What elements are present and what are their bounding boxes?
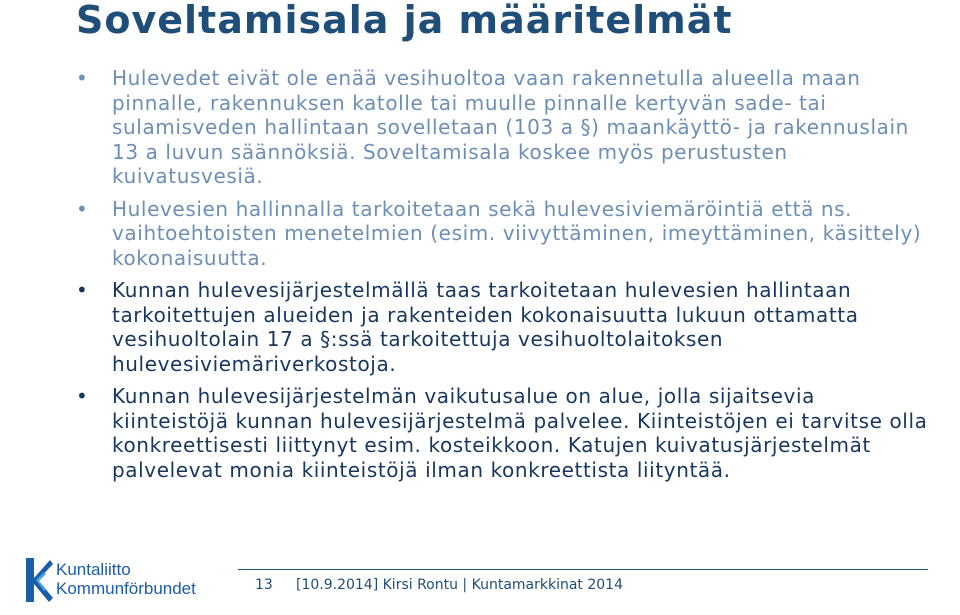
bullet-item-3: [76, 278, 936, 376]
logo-text: [56, 560, 196, 598]
kuntaliitto-logo-icon: [22, 556, 54, 604]
bullet-item-1: [76, 66, 936, 189]
logo-line-2: Kommunförbundet: [56, 579, 196, 598]
footer-divider: [238, 569, 928, 570]
bullet-symbol: •: [76, 66, 89, 90]
bullet-text: Hulevesien hallinnalla tarkoitetaan sekä hulevesiviemäröintiä että ns. vaihtoehtoisten menetelmien (esim. viivyttäminen, imeyttäminen, käsittely) kokonaisuutta.: [112, 196, 922, 270]
slide-title: Soveltamisala ja määritelmät: [76, 0, 733, 42]
slide-footer: [0, 548, 960, 615]
footer-info: [10.9.2014] Kirsi Rontu | Kuntamarkkinat 2014: [296, 577, 623, 593]
logo-line-1: Kuntaliitto: [56, 560, 131, 579]
bullet-text: Hulevedet eivät ole enää vesihuoltoa vaan rakennetulla alueella maan pinnalle, rakennuksen katolle tai muulle pinnalle kertyvän sade- tai sulamisveden hallintaan sovelletaan (103 a §) maankäyttö- ja rakennuslain 13 a luvun säännöksiä. Soveltamisala koskee myös perustusten kuivatusvesiä.: [112, 66, 909, 188]
bullet-item-2: [76, 197, 936, 271]
bullet-text: Kunnan hulevesijärjestelmällä taas tarkoitetaan hulevesien hallintaan tarkoitettujen alueiden ja rakenteiden kokonaisuutta lukuun ottamatta vesihuoltolain 17 a §:ssä tarkoitettuja vesihuoltolaitoksen hulevesiviemäriverkostoja.: [112, 278, 859, 376]
bullet-text: Kunnan hulevesijärjestelmän vaikutusalue on alue, jolla sijaitsevia kiinteistöjä kunnan hulevesijärjestelmä palvelee. Kiinteistöjen ei tarvitse olla konkreettisesti liittynyt esim. kosteikkoon. Katujen kuivatusjärjestelmät palvelevat monia kiinteistöjä ilman konkreettista liityntää.: [112, 384, 928, 482]
bullet-symbol: •: [76, 384, 89, 408]
bullet-list: [76, 66, 936, 490]
page-number: 13: [255, 577, 273, 593]
bullet-symbol: •: [76, 278, 89, 302]
bullet-item-4: [76, 384, 936, 482]
bullet-symbol: •: [76, 196, 89, 221]
kuntaliitto-logo: [22, 554, 196, 610]
